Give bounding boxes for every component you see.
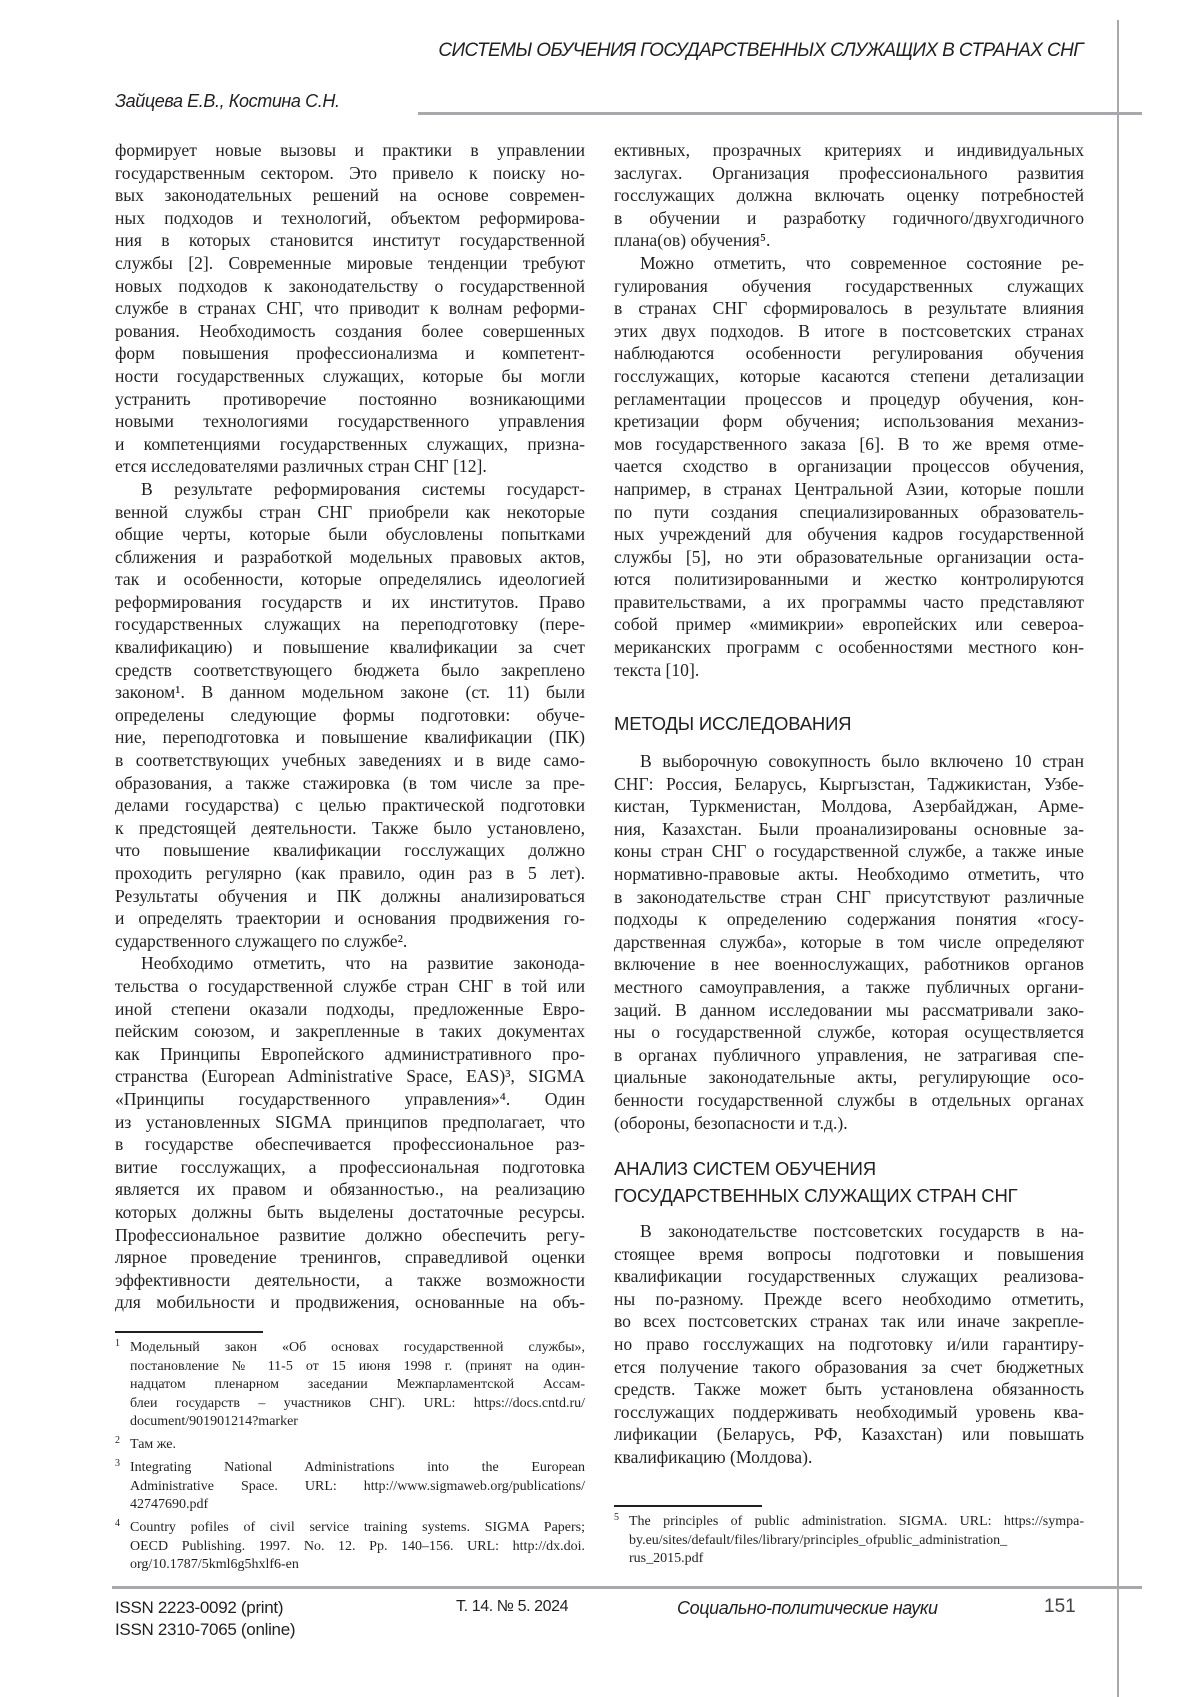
text-line: мериканских программ с особенностями местного кон- xyxy=(614,636,1084,659)
page-number: 151 xyxy=(1044,1596,1076,1618)
footnote-number: 5 xyxy=(614,1509,619,1528)
authors: Зайцева Е.В., Костина С.Н. xyxy=(115,91,340,112)
text-line: является их правом и обязанностью., на реализацию xyxy=(115,1178,585,1201)
text-line: ны о государственной службе, которая осуществляется xyxy=(614,1021,1084,1044)
text-line: определены следующие формы подготовки: обуче- xyxy=(115,704,585,727)
text-line: В результате реформирования системы государст- xyxy=(115,478,585,501)
text-line: квалификацию (Молдова). xyxy=(614,1446,1084,1469)
text-line: новыми технологиями государственного управления xyxy=(115,410,585,433)
text-line: гулирования обучения государственных служащих xyxy=(614,275,1084,298)
text-line: государственных служащих на переподготовку (пере- xyxy=(115,613,585,636)
text-line: кистан, Туркменистан, Молдова, Азербайджан, Арме- xyxy=(614,795,1084,818)
text-line: государственным сектором. Это привело к поиску но- xyxy=(115,162,585,185)
text-line: из установленных SIGMA принципов предполагает, что xyxy=(115,1111,585,1134)
text-line: средств соответствующего бюджета было закреплено xyxy=(115,659,585,682)
methods-heading: МЕТОДЫ ИССЛЕДОВАНИЯ xyxy=(614,710,851,737)
text-line: надцатом пленарном заседании Межпарламентской Ассам- xyxy=(130,1376,585,1395)
text-line: в органах публичного управления, не затрагивая спе- xyxy=(614,1044,1084,1067)
text-line: службе в странах СНГ, что приводит к волнам реформи- xyxy=(115,297,585,320)
text-line: так и особенности, которые определялись идеологией xyxy=(115,568,585,591)
text-line: во всех постсоветских странах так или иначе закрепле- xyxy=(614,1310,1084,1333)
footnote xyxy=(130,1459,585,1515)
footnote-number: 3 xyxy=(115,1455,120,1474)
text-line: в соответствующих учебных заведениях и в виде само- xyxy=(115,749,585,772)
footnote xyxy=(629,1513,1084,1569)
text-line: rus_2015.pdf xyxy=(629,1550,1084,1569)
text-line: Administrative Space. URL: http://www.sigmaweb.org/publications/ xyxy=(130,1478,585,1497)
text-line: ется исследователями различных стран СНГ [12]. xyxy=(115,455,585,478)
text-line: новых подходов к законодательству о государственной xyxy=(115,275,585,298)
text-line: Профессиональное развитие должно обеспечить регу- xyxy=(115,1224,585,1247)
text-line: формирует новые вызовы и практики в управлении xyxy=(115,139,585,162)
text-line: тельства о государственной службе стран СНГ в той или xyxy=(115,975,585,998)
text-line: OECD Publishing. 1997. No. 12. Pp. 140–156. URL: http://dx.doi. xyxy=(130,1538,585,1557)
text-line: плана(ов) обучения⁵. xyxy=(614,229,1084,252)
footnote xyxy=(130,1339,585,1432)
footer-rule xyxy=(112,1586,1142,1589)
text-line: ния, Казахстан. Были проанализированы основные за- xyxy=(614,818,1084,841)
text-line: Модельный закон «Об основах государственной службы», xyxy=(130,1339,585,1358)
text-line: устранить противоречие постоянно возникающими xyxy=(115,388,585,411)
text-line: регламентации процессов и процедур обучения, кон- xyxy=(614,388,1084,411)
header-rule xyxy=(418,112,1142,115)
text-line: стоящее время вопросы подготовки и повышения xyxy=(614,1243,1084,1266)
text-line: Результаты обучения и ПК должны анализироваться xyxy=(115,885,585,908)
text-line: к предстоящей деятельности. Также было установлено, xyxy=(115,817,585,840)
text-line: в государстве обеспечивается профессиональное раз- xyxy=(115,1133,585,1156)
text-line: «Принципы государственного управления»⁴. Один xyxy=(115,1088,585,1111)
text-line: Country pofiles of civil service training systems. SIGMA Papers; xyxy=(130,1519,585,1538)
footnote-separator xyxy=(115,1331,263,1333)
footnotes-left xyxy=(130,1339,585,1579)
footnote xyxy=(130,1519,585,1575)
text-line: наблюдаются особенности регулирования обучения xyxy=(614,342,1084,365)
text-line: блеи государств – участников СНГ). URL: https://docs.cntd.ru/ xyxy=(130,1395,585,1414)
text-line: The principles of public administration. SIGMA. URL: https://sympa- xyxy=(629,1513,1084,1532)
analysis-heading xyxy=(614,1155,1017,1209)
text-line: лярное проведение тренингов, справедливой оценки xyxy=(115,1246,585,1269)
text-line: кретизации форм обучения; использования механиз- xyxy=(614,410,1084,433)
text-line: Необходимо отметить, что на развитие законода- xyxy=(115,952,585,975)
text-line: и определять траектории и основания продвижения го- xyxy=(115,907,585,930)
text-line: местного самоуправления, а также публичных органи- xyxy=(614,976,1084,999)
text-line: постановление № 11-5 от 15 июня 1998 г. (принят на один- xyxy=(130,1358,585,1377)
text-line: ных подходов и технологий, объектом реформирова- xyxy=(115,207,585,230)
text-line: госслужащих должна включать оценку потребностей xyxy=(614,184,1084,207)
text-line: в странах СНГ сформировалось в результате влияния xyxy=(614,297,1084,320)
text-line: циальные законодательные акты, регулирующие осо- xyxy=(614,1066,1084,1089)
text-line: для мобильности и продвижения, основанные на объ- xyxy=(115,1291,585,1314)
text-line: текста [10]. xyxy=(614,659,1084,682)
text-line: венной службы стран СНГ приобрели как некоторые xyxy=(115,501,585,524)
text-line: ективных, прозрачных критериях и индивидуальных xyxy=(614,139,1084,162)
text-line: витие госслужащих, а профессиональная подготовка xyxy=(115,1156,585,1179)
footnote xyxy=(130,1436,585,1455)
text-line: by.eu/sites/default/files/library/principles_ofpublic_administration_ xyxy=(629,1532,1084,1551)
text-line: org/10.1787/5kml6g5hxlf6-en xyxy=(130,1556,585,1575)
text-line: например, в странах Центральной Азии, которые пошли xyxy=(614,478,1084,501)
text-line: в обучении и разработку годичного/двухгодичного xyxy=(614,207,1084,230)
text-line: квалификацию) и повышение квалификации за счет xyxy=(115,636,585,659)
text-line: вых законодательных решений на основе современ- xyxy=(115,184,585,207)
text-line: средств. Также может быть установлена обязанность xyxy=(614,1378,1084,1401)
footnote-separator xyxy=(614,1505,762,1507)
text-line: ности государственных служащих, которые бы могли xyxy=(115,365,585,388)
text-line: законом¹. В данном модельном законе (ст. 11) были xyxy=(115,681,585,704)
text-line: службы [5], но эти образовательные организации оста- xyxy=(614,546,1084,569)
volume-issue: Т. 14. № 5. 2024 xyxy=(456,1598,568,1616)
issn-online: ISSN 2310-7065 (online) xyxy=(115,1620,295,1640)
text-line: сударственного служащего по службе². xyxy=(115,930,585,953)
text-line: делами государства) с целью практической подготовки xyxy=(115,794,585,817)
text-line: чается сходство в организации процессов обучения, xyxy=(614,455,1084,478)
footnotes-right xyxy=(629,1513,1084,1573)
text-line: пейским союзом, и закрепленные в таких документах xyxy=(115,1020,585,1043)
journal-name: Социально-политические науки xyxy=(677,1598,938,1619)
paragraph xyxy=(614,252,1084,681)
text-line: этих двух подходов. В итоге в постсоветских странах xyxy=(614,320,1084,343)
text-line: ния в которых становится институт государственной xyxy=(115,229,585,252)
footnote-number: 2 xyxy=(115,1432,120,1451)
text-line: как Принципы Европейского административного про- xyxy=(115,1043,585,1066)
text-line: бенности государственной службы в отдельных органах xyxy=(614,1089,1084,1112)
text-line: что повышение квалификации госслужащих должно xyxy=(115,839,585,862)
text-line: мов государственного заказа [6]. В то же время отме- xyxy=(614,433,1084,456)
text-line: которых должны быть выделены достаточные ресурсы. xyxy=(115,1201,585,1224)
analysis-section xyxy=(614,1220,1084,1469)
text-line: форм повышения профессионализма и компетент- xyxy=(115,342,585,365)
text-line: Integrating National Administrations into the European xyxy=(130,1459,585,1478)
text-line: в законодательстве стран СНГ присутствуют различные xyxy=(614,886,1084,909)
text-line: рования. Необходимость создания более совершенных xyxy=(115,320,585,343)
text-line: госслужащих, которые касаются степени детализации xyxy=(614,365,1084,388)
text-line: но право госслужащих на подготовку и/или гарантиру- xyxy=(614,1333,1084,1356)
running-title: СИСТЕМЫ ОБУЧЕНИЯ ГОСУДАРСТВЕННЫХ СЛУЖАЩИХ В СТРАНАХ СНГ xyxy=(438,40,1083,62)
paragraph xyxy=(115,952,585,1314)
text-line: включение в нее военнослужащих, работников органов xyxy=(614,953,1084,976)
methods-section xyxy=(614,750,1084,1134)
paragraph xyxy=(115,139,585,478)
text-line: эффективности деятельности, а также возможности xyxy=(115,1269,585,1292)
analysis-heading-line: АНАЛИЗ СИСТЕМ ОБУЧЕНИЯ xyxy=(614,1155,1017,1182)
right-column-intro xyxy=(614,139,1084,681)
text-line: 42747690.pdf xyxy=(130,1496,585,1515)
text-line: document/901901214?marker xyxy=(130,1413,585,1432)
text-line: нормативно-правовые акты. Необходимо отметить, что xyxy=(614,863,1084,886)
text-line: правительствами, а их программы часто представляют xyxy=(614,591,1084,614)
text-line: коны стран СНГ о государственной службе, а также иные xyxy=(614,840,1084,863)
text-line: проходить регулярно (как правило, один раз в 5 лет). xyxy=(115,862,585,885)
text-line: реформирования государств и их институтов. Право xyxy=(115,591,585,614)
text-line: Можно отметить, что современное состояние ре- xyxy=(614,252,1084,275)
vertical-margin-rule xyxy=(1117,20,1119,1697)
text-line: ных учреждений для обучения кадров государственной xyxy=(614,523,1084,546)
paragraph xyxy=(115,478,585,952)
issn-print: ISSN 2223-0092 (print) xyxy=(115,1598,283,1618)
text-line: иной степени оказали подходы, предложенные Евро- xyxy=(115,998,585,1021)
text-line: по пути создания специализированных образователь- xyxy=(614,501,1084,524)
text-line: дарственная служба», которые в том числе определяют xyxy=(614,931,1084,954)
text-line: госслужащих поддерживать необходимый уровень ква- xyxy=(614,1401,1084,1424)
text-line: квалификации государственных служащих реализова- xyxy=(614,1265,1084,1288)
text-line: Там же. xyxy=(130,1436,585,1455)
paragraph xyxy=(614,139,1084,252)
text-line: ны по-разному. Прежде всего необходимо отметить, xyxy=(614,1288,1084,1311)
text-line: заций. В данном исследовании мы рассматривали зако- xyxy=(614,999,1084,1022)
text-line: (обороны, безопасности и т.д.). xyxy=(614,1112,1084,1135)
footnote-number: 1 xyxy=(115,1335,120,1354)
text-line: В законодательстве постсоветских государств в на- xyxy=(614,1220,1084,1243)
text-line: подходы к определению содержания понятия «госу- xyxy=(614,908,1084,931)
text-line: странства (European Administrative Space, EAS)³, SIGMA xyxy=(115,1065,585,1088)
text-line: ется получение такого образования за счет бюджетных xyxy=(614,1356,1084,1379)
text-line: лификации (Беларусь, РФ, Казахстан) или повышать xyxy=(614,1423,1084,1446)
text-line: общие черты, которые были обусловлены попытками xyxy=(115,523,585,546)
text-line: ются политизированными и жестко контролируются xyxy=(614,568,1084,591)
text-line: и компетенциями государственных служащих, призна- xyxy=(115,433,585,456)
text-line: СНГ: Россия, Беларусь, Кыргызстан, Таджикистан, Узбе- xyxy=(614,773,1084,796)
text-line: В выборочную совокупность было включено 10 стран xyxy=(614,750,1084,773)
footnote-number: 4 xyxy=(115,1515,120,1534)
text-line: образования, а также стажировка (в том числе за пре- xyxy=(115,772,585,795)
text-line: службы [2]. Современные мировые тенденции требуют xyxy=(115,252,585,275)
text-line: собой пример «мимикрии» европейских или североа- xyxy=(614,613,1084,636)
text-line: заслугах. Организация профессионального развития xyxy=(614,162,1084,185)
text-line: ние, переподготовка и повышение квалификации (ПК) xyxy=(115,726,585,749)
analysis-heading-line: ГОСУДАРСТВЕННЫХ СЛУЖАЩИХ СТРАН СНГ xyxy=(614,1182,1017,1209)
left-column xyxy=(115,139,585,1314)
text-line: сближения и разработкой модельных правовых актов, xyxy=(115,546,585,569)
